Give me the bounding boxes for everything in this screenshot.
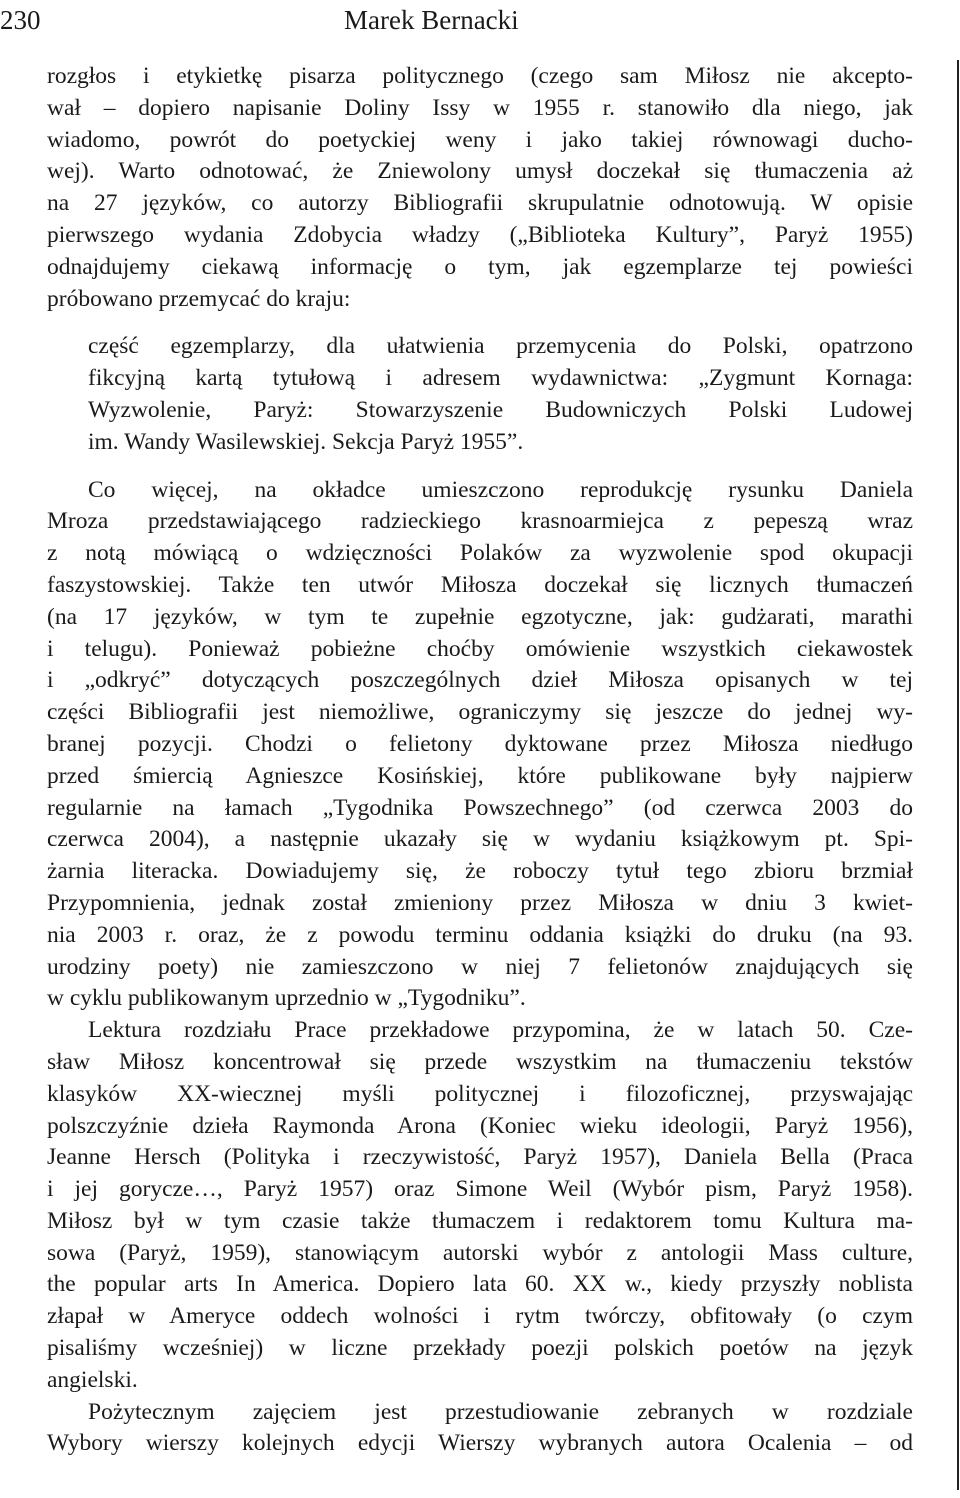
- text-line: wiadomo, powrót do poetyckiej weny i jako takiej równowagi ducho-: [47, 126, 913, 153]
- text-line: the popular arts In America. Dopiero lata 60. XX w., kiedy przyszły noblista: [47, 1271, 913, 1298]
- text-line: czerwca 2004), a następnie ukazały się w wydaniu książkowym pt. Spi-: [47, 826, 913, 853]
- quote-line: im. Wandy Wasilewskiej. Sekcja Paryż 1955”.: [88, 428, 524, 455]
- text-line: Pożytecznym zajęciem jest przestudiowanie zebranych w rozdziale: [88, 1398, 913, 1425]
- text-line: żarnia literacka. Dowiadujemy się, że roboczy tytuł tego zbioru brzmiał: [47, 858, 913, 885]
- text-line: i „odkryć” dotyczących poszczególnych dzieł Miłosza opisanych w tej: [47, 667, 913, 694]
- paragraph-1: [47, 61, 913, 315]
- text-line: na 27 języków, co autorzy Bibliografii skrupulatnie odnotowują. W opisie: [47, 190, 913, 217]
- text-line: odnajdujemy ciekawą informację o tym, jak egzemplarze tej powieści: [47, 253, 913, 280]
- text-line: klasyków XX-wiecznej myśli politycznej i filozoficznej, przyswajając: [47, 1080, 913, 1107]
- quote-line: Wyzwolenie, Paryż: Stowarzyszenie Budowniczych Polski Ludowej: [88, 396, 913, 423]
- text-line: rozgłos i etykietkę pisarza politycznego (czego sam Miłosz nie akcepto-: [47, 63, 913, 89]
- text-line: (na 17 języków, w tym te zupełnie egzotyczne, jak: gudżarati, marathi: [47, 603, 913, 630]
- text-line: branej pozycji. Chodzi o felietony dyktowane przez Miłosza niedługo: [47, 730, 913, 757]
- text-line: Przypomnienia, jednak został zmieniony przez Miłosza w dniu 3 kwiet-: [47, 889, 913, 916]
- text-line: Mroza przedstawiającego radzieckiego krasnoarmiejca z pepeszą wraz: [47, 508, 913, 535]
- text-line: wał – dopiero napisanie Doliny Issy w 1955 r. stanowiło dla niego, jak: [47, 94, 913, 121]
- text-line: w cyklu publikowanym uprzednio w „Tygodniku”.: [47, 985, 526, 1012]
- page-body: [47, 61, 913, 1460]
- text-line: wej). Warto odnotować, że Zniewolony umysł doczekał się tłumaczenia aż: [47, 158, 913, 185]
- paragraph-3: [47, 1015, 913, 1397]
- page-header: [0, 0, 960, 40]
- text-line: próbowano przemycać do kraju:: [47, 285, 351, 312]
- paragraph-4: [47, 1397, 913, 1461]
- quote-line: fikcyjną kartą tytułową i adresem wydawnictwa: „Zygmunt Kornaga:: [88, 365, 913, 392]
- text-line: przed śmiercią Agnieszce Kosińskiej, które publikowane były najpierw: [47, 762, 913, 789]
- text-line: nia 2003 r. oraz, że z powodu terminu oddania książki do druku (na 93.: [47, 921, 913, 948]
- text-line: Jeanne Hersch (Polityka i rzeczywistość, Paryż 1957), Daniela Bella (Praca: [47, 1144, 913, 1171]
- text-line: urodziny poety) nie zamieszczono w niej 7 felietonów znajdujących się: [47, 953, 913, 980]
- text-line: Co więcej, na okładce umieszczono reprodukcję rysunku Daniela: [88, 476, 913, 503]
- text-line: sowa (Paryż, 1959), stanowiącym autorski wybór z antologii Mass culture,: [47, 1239, 913, 1266]
- text-line: polszczyźnie dzieła Raymonda Arona (Koniec wieku ideologii, Paryż 1956),: [47, 1112, 913, 1139]
- text-line: faszystowskiej. Także ten utwór Miłosza doczekał się licznych tłumaczeń: [47, 571, 913, 598]
- text-line: Miłosz był w tym czasie także tłumaczem i redaktorem tomu Kultura ma-: [47, 1207, 913, 1234]
- paragraph-2: [47, 475, 913, 1016]
- text-line: regularnie na łamach „Tygodnika Powszechnego” (od czerwca 2003 do: [47, 794, 913, 821]
- text-line: części Bibliografii jest niemożliwe, ograniczymy się jeszcze do jednej wy-: [47, 699, 913, 726]
- margin-rule: [957, 60, 959, 1490]
- quote-line: część egzemplarzy, dla ułatwienia przemycenia do Polski, opatrzono: [88, 333, 913, 360]
- page-number: 230: [0, 5, 41, 35]
- text-line: angielski.: [47, 1366, 138, 1393]
- running-head: Marek Bernacki: [344, 5, 519, 35]
- text-line: pisaliśmy wcześniej) w liczne przekłady poezji polskich poetów na język: [47, 1335, 913, 1362]
- text-line: i jej gorycze…, Paryż 1957) oraz Simone Weil (Wybór pism, Paryż 1958).: [47, 1176, 913, 1203]
- text-line: i telugu). Ponieważ pobieżne choćby omówienie wszystkich ciekawostek: [47, 635, 913, 662]
- text-line: Lektura rozdziału Prace przekładowe przypomina, że w latach 50. Cze-: [88, 1017, 913, 1044]
- text-line: złapał w Ameryce oddech wolności i rytm twórczy, obfitowały (o czym: [47, 1303, 913, 1330]
- text-line: z notą mówiącą o wdzięczności Polaków za wyzwolenie spod okupacji: [47, 540, 913, 567]
- text-line: pierwszego wydania Zdobycia władzy („Biblioteka Kultury”, Paryż 1955): [47, 221, 913, 248]
- text-line: sław Miłosz koncentrował się przede wszystkim na tłumaczeniu tekstów: [47, 1048, 913, 1075]
- text-line: Wybory wierszy kolejnych edycji Wierszy wybranych autora Ocalenia – od: [47, 1430, 913, 1457]
- block-quote: [47, 331, 913, 458]
